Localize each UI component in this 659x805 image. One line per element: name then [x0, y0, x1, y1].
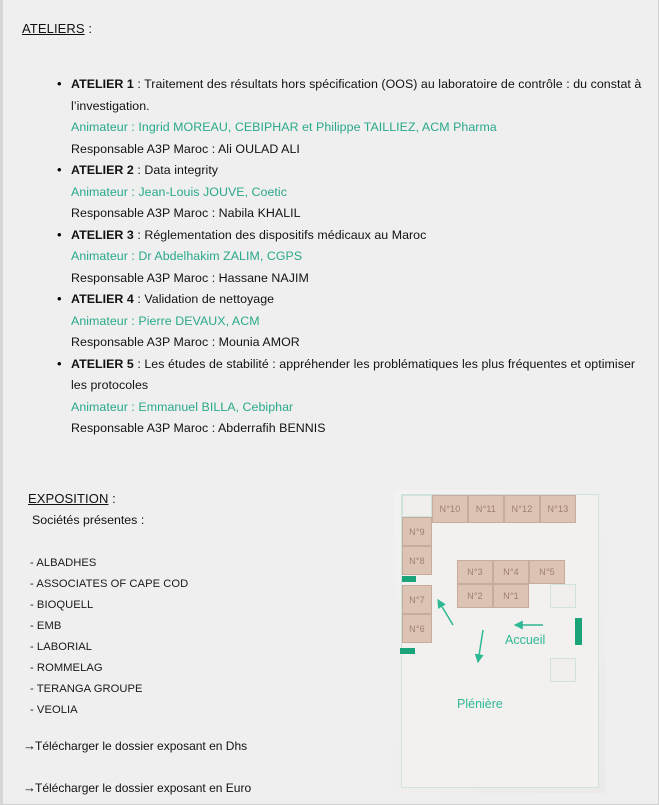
right-arrow-icon: →: [23, 780, 35, 795]
booth-n6: N°6: [402, 614, 432, 643]
atelier-label: ATELIER 1: [71, 77, 134, 91]
ateliers-heading-text: ATELIERS: [22, 21, 85, 36]
exposition-heading-suffix: :: [108, 491, 116, 506]
right-arrow-icon: →: [23, 738, 35, 753]
atelier-title-line: [71, 225, 646, 247]
booth-n2: N°2: [457, 584, 493, 608]
atelier-animateur: Animateur : Ingrid MOREAU, CEBIPHAR et Philippe TAILLIEZ, ACM Pharma: [71, 120, 497, 134]
atelier-label: ATELIER 2: [71, 163, 134, 177]
download-dossier-dhs-label: Télécharger le dossier exposant en Dhs: [35, 739, 248, 753]
download-dossier-dhs-link[interactable]: [23, 738, 247, 753]
atelier-responsable: Responsable A3P Maroc : Abderrafih BENNIS: [71, 421, 326, 435]
atelier-title: : Data integrity: [133, 163, 219, 177]
booth-n11: N°11: [468, 495, 504, 523]
atelier-animateur: Animateur : Pierre DEVAUX, ACM: [71, 313, 260, 328]
download-dossier-euro-link[interactable]: [23, 780, 251, 795]
list-item: [71, 289, 646, 354]
exposition-floorplan: [395, 490, 605, 793]
atelier-title-line: [71, 354, 646, 397]
atelier-title-line: [71, 160, 646, 182]
atelier-label: ATELIER 3: [71, 227, 134, 242]
list-item: [71, 354, 646, 440]
atelier-title: : Traitement des résultats hors spécification (OOS) au laboratoire de contrôle : du constat à l’investigation.: [71, 77, 642, 113]
booth-n8: N°8: [402, 546, 432, 575]
arrow-to-pleniere: [478, 630, 483, 662]
list-item: - VEOLIA: [30, 704, 78, 716]
atelier-responsable: Responsable A3P Maroc : Mounia AMOR: [71, 335, 300, 349]
list-item: - ALBADHES: [30, 557, 97, 569]
atelier-animateur: Animateur : Emmanuel BILLA, Cebiphar: [71, 399, 294, 414]
booth-n13: N°13: [540, 495, 576, 523]
booth-n4: N°4: [493, 560, 529, 584]
atelier-title-line: [71, 74, 646, 117]
booth-n9: N°9: [402, 517, 432, 546]
atelier-label: ATELIER 5: [71, 356, 134, 371]
download-dossier-euro-label: Télécharger le dossier exposant en Euro: [35, 781, 252, 795]
pleniere-label: Plénière: [457, 697, 503, 711]
atelier-title-line: [71, 289, 646, 311]
accueil-label: Accueil: [505, 633, 546, 647]
list-item: - TERANGA GROUPE: [30, 683, 143, 695]
atelier-title: : Les études de stabilité : appréhender les problématiques les plus fréquentes et optimiser les protocoles: [71, 356, 636, 392]
exposition-heading: [28, 491, 116, 506]
booth-n1: N°1: [493, 584, 529, 608]
list-item: - ROMMELAG: [30, 662, 103, 674]
booth-n12: N°12: [504, 495, 540, 523]
exposition-heading-text: EXPOSITION: [28, 491, 109, 506]
arrow-to-left-booths: [438, 600, 453, 625]
list-item: [71, 74, 646, 160]
booth-n7: N°7: [402, 585, 432, 614]
list-item: [71, 225, 646, 290]
floorplan-flow-arrows: [395, 490, 605, 793]
atelier-responsable: Responsable A3P Maroc : Nabila KHALIL: [71, 206, 301, 220]
ateliers-list: [49, 74, 646, 440]
list-item: - EMB: [30, 620, 62, 632]
list-item: - LABORIAL: [30, 641, 93, 653]
societes-subtitle: Sociétés présentes :: [32, 513, 145, 527]
ateliers-heading-suffix: :: [84, 21, 93, 36]
booth-n5: N°5: [529, 560, 565, 584]
list-item: [71, 160, 646, 225]
ateliers-heading: [22, 21, 92, 36]
atelier-animateur: Animateur : Dr Abdelhakim ZALIM, CGPS: [71, 249, 303, 263]
list-item: - BIOQUELL: [30, 599, 94, 611]
atelier-title: : Validation de nettoyage: [133, 292, 275, 306]
atelier-responsable: Responsable A3P Maroc : Hassane NAJIM: [71, 270, 309, 285]
booth-n3: N°3: [457, 560, 493, 584]
atelier-label: ATELIER 4: [71, 292, 134, 306]
atelier-title: : Réglementation des dispositifs médicaux au Maroc: [133, 227, 427, 242]
atelier-responsable: Responsable A3P Maroc : Ali OULAD ALI: [71, 141, 300, 156]
booth-n10: N°10: [432, 495, 468, 523]
list-item: - ASSOCIATES OF CAPE COD: [30, 578, 189, 590]
atelier-animateur: Animateur : Jean-Louis JOUVE, Coetic: [71, 184, 287, 199]
